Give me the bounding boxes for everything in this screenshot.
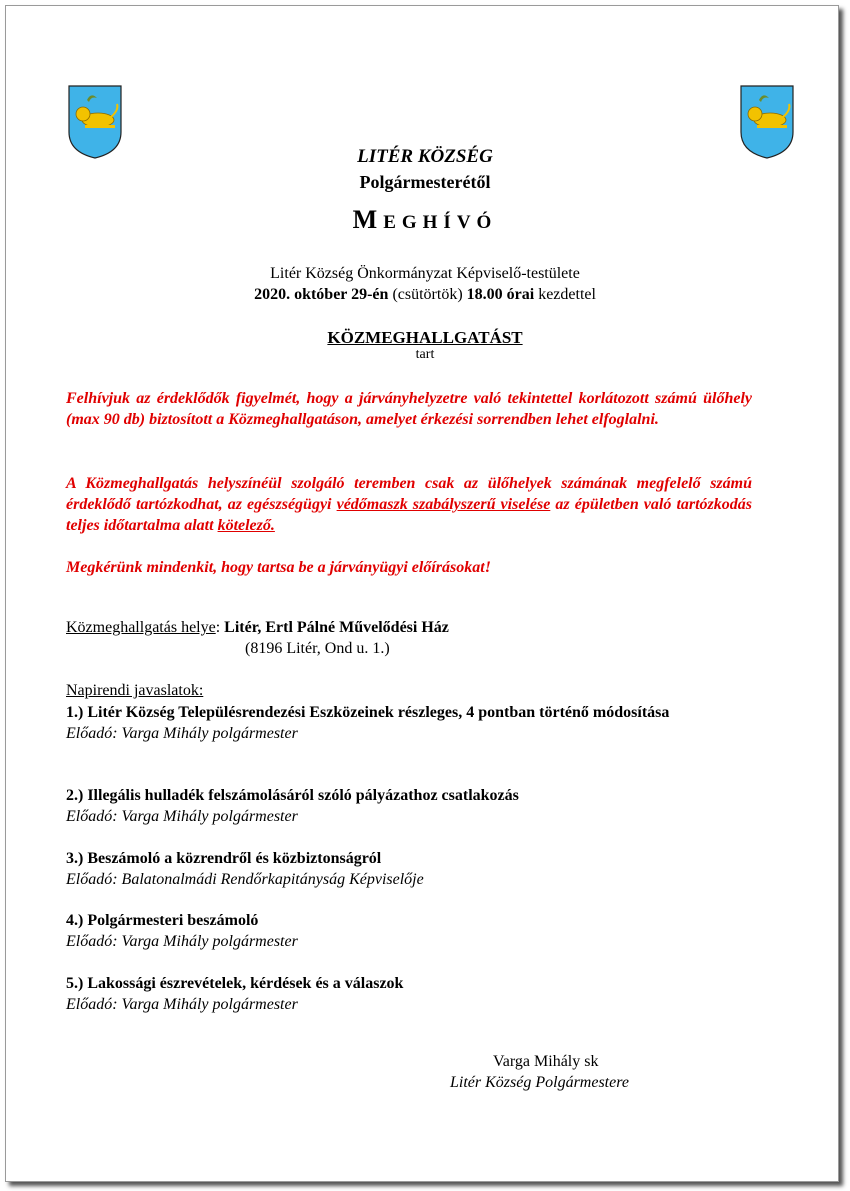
notice-mask-text: A Közmeghallgatás helyszínéül szolgáló teremben csak az ülőhelyek számának megfelelő számú érdeklődő tartózkodhat, az egészségügyi: [66, 475, 752, 513]
notice-mask-emphasis: védőmaszk szabályszerű viselése: [336, 496, 551, 513]
hearing-verb: tart: [415, 347, 435, 362]
intro-body: Litér Község Önkormányzat Képviselő-testülete: [270, 265, 580, 282]
invitation-initial: M: [352, 205, 384, 234]
agenda-item: [66, 848, 752, 890]
invitation-rest: EGHÍVÓ: [383, 212, 498, 233]
venue-separator: :: [215, 619, 225, 636]
meeting-date: 2020. október 29-én: [254, 286, 389, 303]
agenda-item-presenter: Előadó: Varga Mihály polgármester: [66, 725, 298, 742]
village-title: LITÉR KÖZSÉG: [357, 146, 493, 167]
invitation-heading: [0, 205, 850, 235]
hearing-title: KÖZMEGHALLGATÁST: [327, 328, 523, 347]
meeting-day: (csütörtök): [388, 286, 467, 303]
agenda-item-presenter: Előadó: Varga Mihály polgármester: [66, 996, 298, 1013]
agenda-item: [66, 910, 752, 952]
venue-address: (8196 Litér, Ond u. 1.): [245, 640, 390, 657]
intro-datetime: [0, 286, 850, 304]
signature-role: Litér Község Polgármestere: [450, 1074, 629, 1091]
agenda-item-title: 5.) Lakossági észrevételek, kérdések és a válaszok: [66, 975, 404, 992]
agenda-item: [66, 973, 752, 1015]
signature-name: Varga Mihály sk: [493, 1053, 599, 1070]
agenda-item-title: 3.) Beszámoló a közrendről és közbiztonságról: [66, 850, 382, 867]
notice-seating: Felhívjuk az érdeklődők figyelmét, hogy a járványhelyzetre való tekintettel korlátozott számú ülőhely (max 90 db) biztosított a Közmeghallgatáson, amelyet érkezési sorrendben lehet elfoglalni.: [66, 390, 752, 428]
notice-mask: [66, 473, 752, 536]
office-subtitle: Polgármesterétől: [359, 172, 491, 192]
agenda-item-presenter: Előadó: Varga Mihály polgármester: [66, 808, 298, 825]
agenda-item-presenter: Előadó: Balatonalmádi Rendőrkapitányság Képviselője: [66, 871, 424, 888]
venue-name: Litér, Ertl Pálné Művelődési Ház: [224, 619, 449, 636]
agenda-item: [66, 702, 752, 744]
notice-rules: Megkérünk mindenkit, hogy tartsa be a járványügyi előírásokat!: [66, 559, 491, 576]
meeting-time: 18.00 órai: [466, 286, 535, 303]
meeting-time-suffix: kezdettel: [534, 286, 596, 303]
venue-label: Közmeghallgatás helye: [66, 619, 216, 636]
agenda-item-presenter: Előadó: Varga Mihály polgármester: [66, 933, 298, 950]
agenda-item: [66, 785, 752, 827]
agenda-item-title: 2.) Illegális hulladék felszámolásáról szóló pályázathoz csatlakozás: [66, 787, 519, 804]
notice-mask-text-2: az épületben való tartózkodás teljes időtartalma alatt: [66, 496, 753, 534]
agenda-item-title: 4.) Polgármesteri beszámoló: [66, 912, 259, 929]
venue-line: [66, 619, 449, 637]
agenda-heading: Napirendi javaslatok:: [66, 682, 204, 699]
notice-mask-mandatory: kötelező.: [217, 517, 275, 534]
agenda-item-title: 1.) Litér Község Településrendezési Eszközeinek részleges, 4 pontban történő módosítása: [66, 704, 670, 721]
